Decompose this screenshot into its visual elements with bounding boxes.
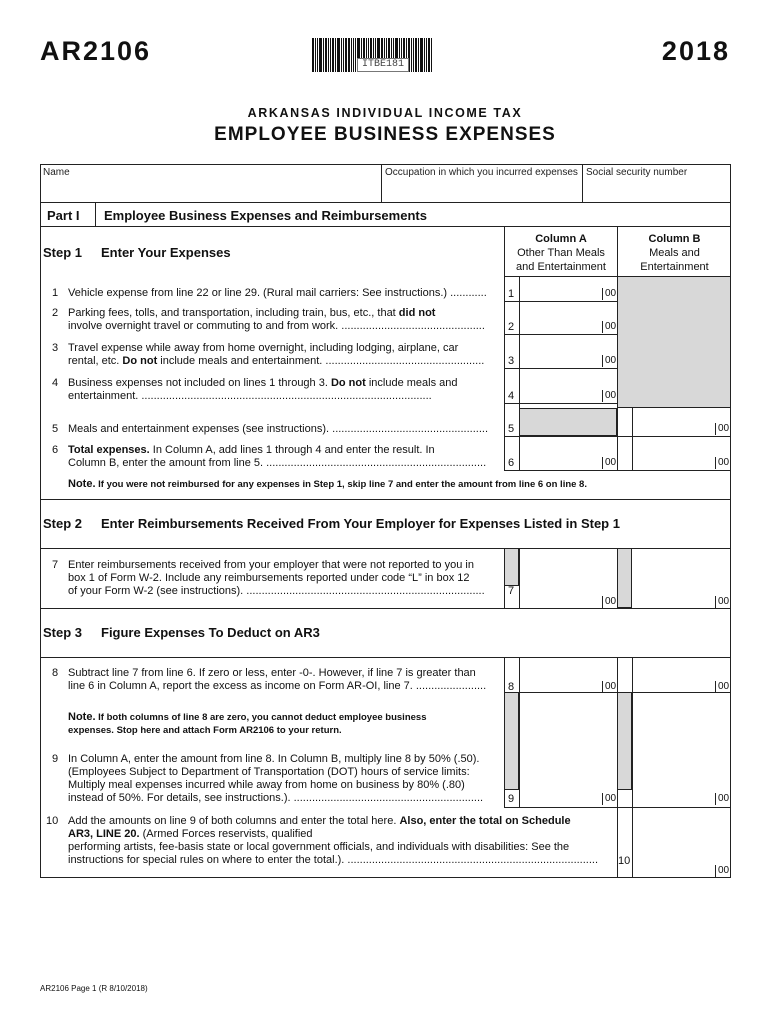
line-2-emphasis: did not — [398, 307, 436, 319]
column-b-sub2: Entertainment — [640, 261, 709, 273]
line-10-box: 10 — [618, 855, 631, 867]
column-b-sub1: Meals and — [649, 247, 700, 259]
barcode-bar — [411, 38, 412, 72]
note1-text: If you were not reimbursed for any expenses in Step 1, skip line 7 and enter the amount from line 6 on line 8. — [95, 479, 587, 490]
line-5-box: 5 — [508, 423, 515, 435]
line-6-emphasis: Total expenses. — [68, 444, 150, 456]
step1-label: Step 1 — [43, 245, 83, 260]
line-4-text2: entertainment. ............................................................................................... — [68, 390, 432, 402]
form-title: EMPLOYEE BUSINESS EXPENSES — [214, 124, 556, 145]
line-2-text1a: Parking fees, tolls, and transportation, including train, bus, etc., that — [68, 307, 399, 319]
step3-title: Figure Expenses To Deduct on AR3 — [101, 625, 320, 640]
occupation-field[interactable] — [383, 180, 581, 200]
line-4-text1c: include meals and — [365, 377, 458, 389]
occupation-label: Occupation in which you incurred expenses — [385, 167, 578, 178]
line-9-colB-input[interactable] — [633, 693, 715, 806]
line-10-text2b: (Armed Forces reservists, qualified — [139, 828, 313, 840]
note-skip-line7 — [68, 478, 587, 491]
barcode-bar — [355, 38, 356, 72]
line-2-box: 2 — [508, 321, 515, 333]
line-5-colB-cents: 00 — [715, 423, 731, 435]
line-5-colB-input[interactable] — [633, 409, 715, 435]
line-3-text2 — [68, 355, 484, 369]
line-7-colA-input[interactable] — [520, 549, 602, 607]
barcode-bar — [351, 38, 352, 72]
barcode-bar — [341, 38, 342, 72]
column-b-shaded — [617, 276, 731, 408]
line-8-number: 8 — [52, 667, 59, 679]
barcode-bar — [420, 38, 423, 72]
line-3-text1: Travel expense while away from home overnight, including lodging, airplane, car — [68, 342, 459, 354]
line-1-cents: 00 — [602, 288, 618, 300]
line-5-text: Meals and entertainment expenses (see instructions). ................................................... — [68, 423, 488, 435]
line-4-number: 4 — [52, 377, 59, 389]
barcode-text: ITBE181 — [357, 58, 409, 72]
line-7-separator-shaded — [617, 548, 632, 608]
line-5-number: 5 — [52, 423, 59, 435]
step3-label: Step 3 — [43, 625, 83, 640]
line-8-colA-cents: 00 — [602, 681, 618, 693]
line-9-stub-shaded — [504, 692, 519, 790]
line-6-number: 6 — [52, 444, 59, 456]
line-4-colA-input[interactable] — [520, 369, 602, 402]
line-7-colB-cents: 00 — [715, 596, 731, 608]
line-6-box: 6 — [508, 457, 515, 469]
line-2-text2: involve overnight travel or commuting to and from work. ............................................... — [68, 320, 485, 332]
ssn-label: Social security number — [586, 167, 688, 178]
column-a-header — [505, 232, 617, 274]
line-3-text2a: rental, etc. — [68, 355, 123, 367]
barcode-bar — [335, 38, 336, 72]
note2-text2: expenses. Stop here and attach Form AR2106 to your return. — [68, 725, 342, 736]
line-6-text1b: In Column A, add lines 1 through 4 and enter the result. In — [149, 444, 435, 456]
line-6-colB-cents: 00 — [715, 457, 731, 469]
barcode-bar — [328, 38, 329, 72]
line-4-cents: 00 — [602, 390, 618, 402]
part-label: Part I — [47, 208, 80, 223]
line-10-emphasis2: AR3, LINE 20. — [68, 828, 140, 840]
line-1-number: 1 — [52, 287, 59, 299]
line-9-separator-shaded — [617, 692, 632, 790]
line-1-colA-input[interactable] — [520, 277, 602, 300]
line-3-emphasis: Do not — [122, 355, 158, 367]
line-3-number: 3 — [52, 342, 59, 354]
line-9-number: 9 — [52, 753, 59, 765]
line-7-stub-shaded — [504, 548, 519, 586]
line-3-colA-input[interactable] — [520, 335, 602, 367]
line-10-number: 10 — [46, 815, 59, 827]
line-9-colB-cents: 00 — [715, 793, 731, 805]
part-title: Employee Business Expenses and Reimbursements — [104, 208, 427, 223]
line-7-box: 7 — [508, 585, 515, 597]
column-b-header — [618, 232, 731, 274]
barcode-bar — [325, 38, 327, 72]
step2-title: Enter Reimbursements Received From Your Employer for Expenses Listed in Step 1 — [101, 516, 620, 531]
line-9-box: 9 — [508, 793, 515, 805]
line-4-box: 4 — [508, 390, 515, 402]
line-10-cents: 00 — [715, 865, 731, 877]
barcode-bar — [345, 38, 347, 72]
step1-title: Enter Your Expenses — [101, 245, 231, 260]
form-number: AR2106 — [40, 36, 152, 66]
note2-text1: If both columns of line 8 are zero, you cannot deduct employee business — [95, 712, 427, 723]
line-1-text: Vehicle expense from line 22 or line 29. (Rural mail carriers: See instructions.) ............ — [68, 287, 487, 299]
line-9-colA-cents: 00 — [602, 793, 618, 805]
barcode-bar — [348, 38, 350, 72]
line-2-number: 2 — [52, 307, 59, 319]
line-7-colA-cents: 00 — [602, 596, 618, 608]
line-3-cents: 00 — [602, 355, 618, 367]
barcode-bar — [413, 38, 414, 72]
line-6-colA-input[interactable] — [520, 437, 602, 469]
line-10-text2 — [68, 828, 313, 842]
line-8-box: 8 — [508, 681, 515, 693]
step2-label: Step 2 — [43, 516, 83, 531]
line-4-text1 — [68, 377, 458, 391]
line-2-text1 — [68, 307, 435, 321]
column-a-sub2: and Entertainment — [516, 261, 606, 273]
barcode-bar — [319, 38, 322, 72]
page-footer: AR2106 Page 1 (R 8/10/2018) — [40, 984, 148, 993]
line-9-text3: Multiply meal expenses incurred while away from home on business by 80% (.80) — [68, 779, 465, 791]
line-10-text3: performing artists, fee-basis state or local government officials, and individuals with disabilities: See the — [68, 841, 570, 853]
line-9-text2: (Employees Subject to Department of Transportation (DOT) hours of service limits: — [68, 766, 470, 778]
line-4-emphasis: Do not — [330, 377, 366, 389]
barcode-bar — [353, 38, 354, 72]
barcode-bar — [431, 38, 432, 72]
line-10-emphasis1: Also, enter the total on Schedule — [399, 815, 571, 827]
column-a-title: Column A — [535, 233, 587, 245]
line-9-text1: In Column A, enter the amount from line 8. In Column B, multiply line 8 by 50% (.50). — [68, 753, 480, 765]
note-zero-columns — [68, 711, 426, 737]
line-10-total-input[interactable] — [633, 808, 715, 877]
line-10-text4: instructions for special rules on where to enter the total.). .................................................................................. — [68, 854, 599, 866]
barcode-bar — [315, 38, 316, 72]
line-7-text2: box 1 of Form W-2. Include any reimbursements reported under code “L” in box 12 — [68, 572, 470, 584]
line-6-text1 — [68, 444, 435, 458]
name-label: Name — [43, 167, 70, 178]
line-3-text2c: include meals and entertainment. .................................................... — [157, 355, 485, 367]
line-9-colA-input[interactable] — [520, 693, 602, 806]
line-6-text2: Column B, enter the amount from line 5. ........................................................................ — [68, 457, 487, 469]
barcode-bar — [418, 38, 419, 72]
barcode-bar — [428, 38, 430, 72]
line-6-colA-cents: 00 — [602, 457, 618, 469]
line-4-text1a: Business expenses not included on lines 1 through 3. — [68, 377, 331, 389]
name-field[interactable] — [42, 180, 380, 200]
column-a-line5-shaded — [519, 408, 617, 436]
line-7-text1: Enter reimbursements received from your employer that were not reported to you in — [68, 559, 474, 571]
barcode-bar — [426, 38, 427, 72]
ssn-field[interactable] — [584, 180, 730, 200]
line-7-number: 7 — [52, 559, 59, 571]
line-8-colB-input[interactable] — [633, 658, 715, 691]
line-8-colA-input[interactable] — [520, 658, 602, 691]
column-a-sub1: Other Than Meals — [517, 247, 605, 259]
line-7-text3: of your Form W-2 (see instructions). .............................................................................. — [68, 585, 485, 597]
barcode-bar — [415, 38, 417, 72]
barcode-bar — [337, 38, 340, 72]
line-2-colA-input[interactable] — [520, 302, 602, 333]
line-3-box: 3 — [508, 355, 515, 367]
note2-lead: Note. — [68, 711, 96, 723]
form-agency-title: ARKANSAS INDIVIDUAL INCOME TAX — [247, 106, 523, 120]
line-9-text4: instead of 50%. For details, see instructions.). .............................................................. — [68, 792, 484, 804]
barcode-bar — [312, 38, 314, 72]
barcode-bar — [343, 38, 344, 72]
line-7-colB-input[interactable] — [633, 549, 715, 607]
barcode-bar — [332, 38, 334, 72]
line-1-box: 1 — [508, 288, 515, 300]
column-b-title: Column B — [648, 233, 701, 245]
barcode-bar — [424, 38, 425, 72]
note1-lead: Note. — [68, 478, 96, 490]
line-8-colB-cents: 00 — [715, 681, 731, 693]
barcode-bar — [323, 38, 324, 72]
line-10-text1a: Add the amounts on line 9 of both columns and enter the total here. — [68, 815, 400, 827]
line-6-colB-input[interactable] — [633, 437, 715, 469]
barcode-bar — [317, 38, 318, 72]
tax-year: 2018 — [661, 36, 730, 66]
line-10-text1 — [68, 815, 571, 829]
barcode-bar — [330, 38, 331, 72]
line-8-text2: line 6 in Column A, report the excess as income on Form AR-OI, line 7. ....................... — [68, 680, 487, 692]
line-8-text1: Subtract line 7 from line 6. If zero or less, enter -0-. However, if line 7 is greater than — [68, 667, 476, 679]
line-2-cents: 00 — [602, 321, 618, 333]
